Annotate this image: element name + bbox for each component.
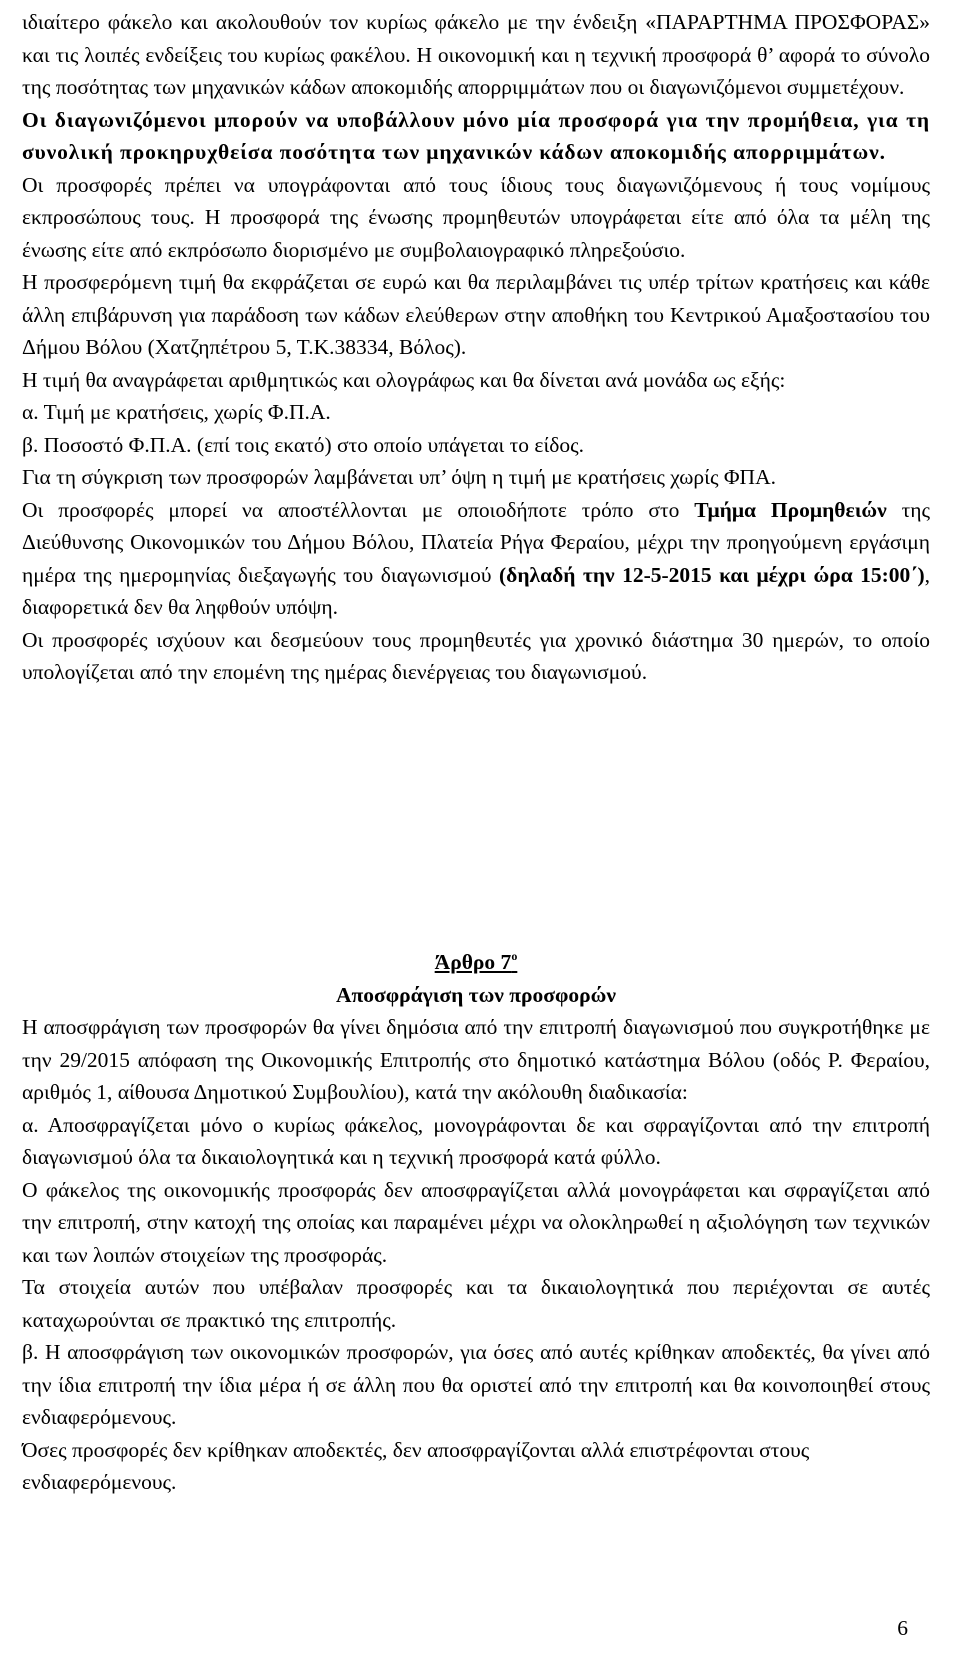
- deadline-text: (δηλαδή την 12-5-2015 και μέχρι ώρα 15:00΄): [499, 562, 925, 587]
- paragraph-financial-envelope: Ο φάκελος της οικονομικής προσφοράς δεν αποσφραγίζεται αλλά μονογράφεται και σφραγίζεται από την επιτροπή, στην κατοχή της οποίας και παραμένει μέχρι να ολοκληρωθεί η αξιολόγηση των τεχνικών και των λοιπών στοιχείων της προσφοράς.: [22, 1177, 930, 1267]
- paragraph-price: Η προσφερόμενη τιμή θα εκφράζεται σε ευρώ και θα περιλαμβάνει τις υπέρ τρίτων κρατήσεις και κάθε άλλη επιβάρυνση για παράδοση των κάδων ελεύθερων στην αποθήκη του Κεντρικού Αμαξοστασίου του Δήμου Βόλου (Χατζηπέτρου 5, Τ.Κ.38334, Βόλος).: [22, 270, 930, 359]
- paragraph-minutes: Τα στοιχεία αυτών που υπέβαλαν προσφορές και τα δικαιολογητικά που περιέχονται σε αυτές καταχωρούνται σε πρακτικό της επιτροπής.: [22, 1275, 930, 1332]
- body-text-top: [22, 6, 930, 689]
- page-number: 6: [897, 1616, 908, 1640]
- paragraph-text: Οι προσφορές μπορεί να αποστέλλονται με οποιοδήποτε τρόπο στο: [22, 497, 680, 522]
- paragraph-signatures: Οι προσφορές πρέπει να υπογράφονται από τους ίδιους τους διαγωνιζόμενους ή τους νομίμους εκπροσώπους τους. Η προσφορά της ένωσης προμηθευτών υπογράφεται είτε από όλα τα μέλη της ένωσης είτε από εκπρόσωπο διορισμένο με συμβολαιογραφικό πληρεξούσιο.: [22, 172, 930, 262]
- paragraph-opening-procedure: Η αποσφράγιση των προσφορών θα γίνει δημόσια από την επιτροπή διαγωνισμού που συγκροτήθηκε με την 29/2015 απόφαση της Οικονομικής Επιτροπής στο δημοτικό κατάστημα Βόλου (οδός Ρ. Φεραίου, αριθμός 1, αίθουσα Δημοτικού Συμβουλίου), κατά την ακόλουθη διαδικασία:: [22, 1015, 930, 1104]
- paragraph-text: της Διεύθυνσης Οικονομικών του Δήμου Βόλου, Πλατεία Ρήγα Φεραίου, μέχρι την προηγούμενη εργάσιμη ημέρα της ημερομηνίας διεξαγωγής του διαγωνισμού: [22, 497, 931, 587]
- paragraph-text: ιδιαίτερο φάκελο και ακολουθούν τον κυρίως φάκελο με την ένδειξη «ΠΑΡΑΡΤΗΜΑ ΠΡΟΣΦΟΡΑΣ» και τις λοιπές ενδείξεις του κυρίως φακέλου.: [22, 10, 930, 67]
- article-7-section: [22, 946, 930, 1499]
- paragraph-rejected-offers: Όσες προσφορές δεν κρίθηκαν αποδεκτές, δεν αποσφραγίζονται αλλά επιστρέφονται στους ενδιαφερόμενους.: [22, 1437, 810, 1494]
- article-number: Άρθρο 7: [434, 950, 512, 974]
- paragraph-validity: Οι προσφορές ισχύουν και δεσμεύουν τους προμηθευτές για χρονικό διάστημα 30 ημερών, το οποίο υπολογίζεται από την επομένη της ημέρας διενέργειας του διαγωνισμού.: [22, 627, 930, 684]
- paragraph-step-a: α. Αποσφραγίζεται μόνο ο κυρίως φάκελος, μονογράφονται δε και σφραγίζονται από την επιτροπή διαγωνισμού όλα τα δικαιολογητικά και η τεχνική προσφορά κατά φύλλο.: [22, 1112, 930, 1169]
- list-item-b: β. Ποσοστό Φ.Π.Α. (επί τοις εκατό) στο οποίο υπάγεται το είδος.: [22, 432, 585, 457]
- article-subheading: Αποσφράγιση των προσφορών: [335, 982, 616, 1007]
- paragraph-submission: [22, 494, 930, 624]
- paragraph-price-format: Η τιμή θα αναγράφεται αριθμητικώς και ολογράφως και θα δίνεται ανά μονάδα ως εξής:: [22, 367, 786, 392]
- department-name: Τμήμα Προμηθειών: [694, 497, 887, 522]
- paragraph-text: , διαφορετικά δεν θα ληφθούν υπόψη.: [22, 562, 930, 619]
- paragraph-single-offer: Οι διαγωνιζόμενοι μπορούν να υποβάλλουν μόνο μία προσφορά για την προμήθεια, για τη συνολική προκηρυχθείσα ποσότητα των μηχανικών κάδων αποκομιδής απορριμμάτων.: [22, 107, 930, 164]
- article-heading: [22, 946, 930, 979]
- paragraph-envelope-note: [22, 6, 930, 104]
- list-item-a: α. Τιμή με κρατήσεις, χωρίς Φ.Π.Α.: [22, 400, 331, 424]
- paragraph-comparison: Για τη σύγκριση των προσφορών λαμβάνεται υπ’ όψη η τιμή με κρατήσεις χωρίς ΦΠΑ.: [22, 465, 776, 489]
- article-ordinal: ο: [511, 949, 518, 963]
- paragraph-text: Η οικονομική και η τεχνική προσφορά θ’ αφορά το σύνολο της ποσότητας των μηχανικών κάδων αποκομιδής απορριμμάτων που οι διαγωνιζόμενοι συμμετέχουν.: [22, 42, 931, 99]
- paragraph-step-b: β. Η αποσφράγιση των οικονομικών προσφορών, για όσες από αυτές κρίθηκαν αποδεκτές, θα γίνει από την ίδια επιτροπή την ίδια μέρα ή σε άλλη που θα οριστεί από την επιτροπή και θα κοινοποιηθεί στους ενδιαφερόμενους.: [22, 1340, 930, 1429]
